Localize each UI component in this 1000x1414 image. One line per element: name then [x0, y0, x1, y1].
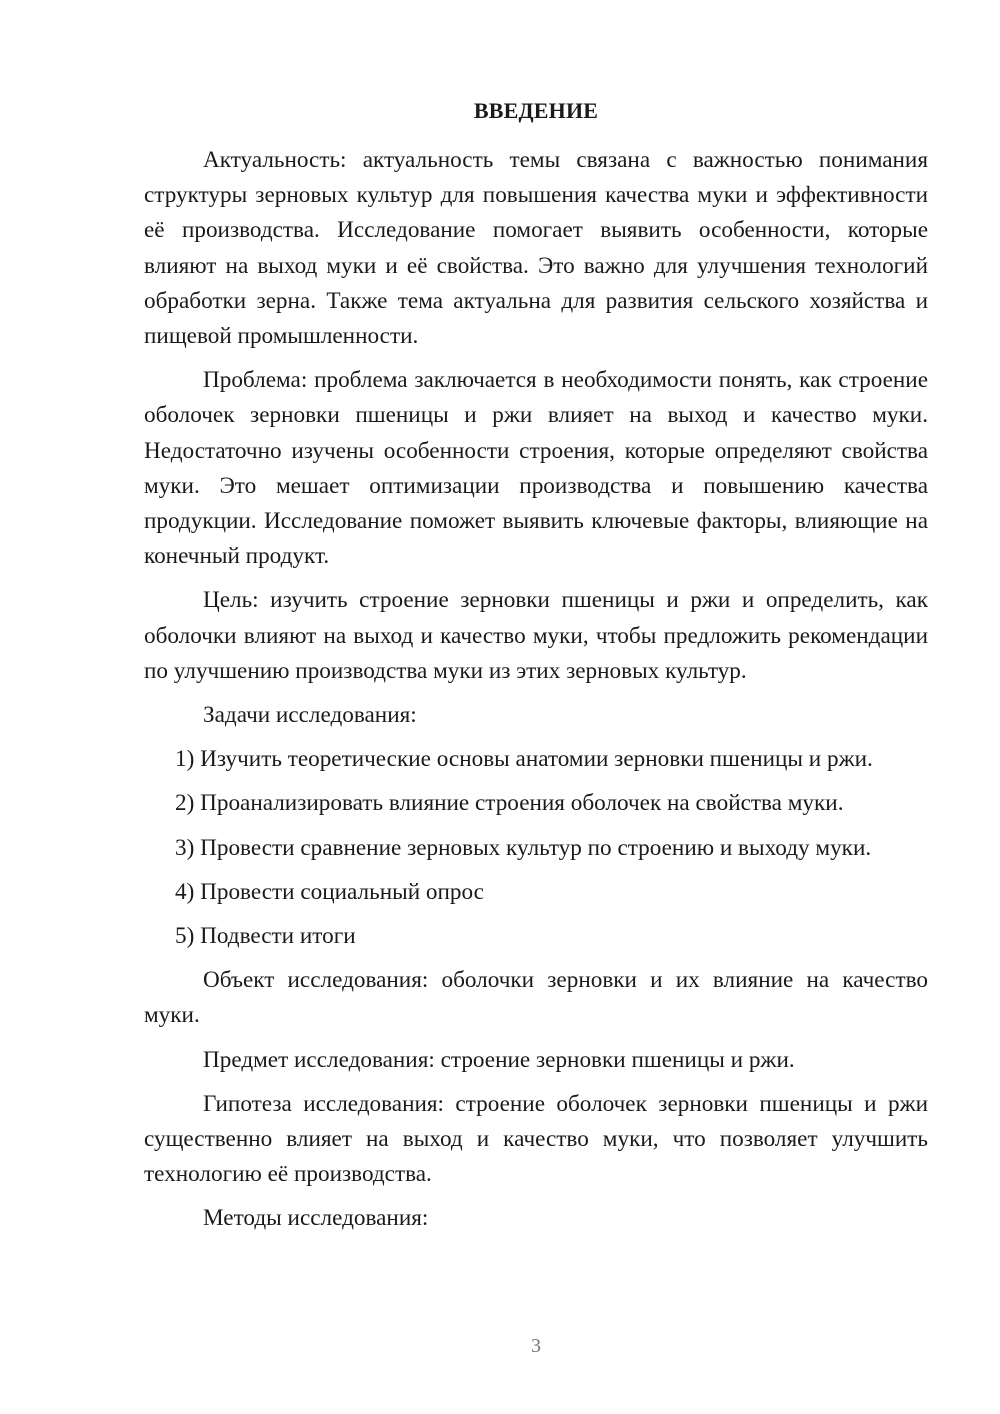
page-title: ВВЕДЕНИЕ [473, 98, 599, 123]
task-item-5: 5) Подвести итоги [175, 923, 356, 950]
paragraph-methods: Методы исследования: [203, 1205, 429, 1232]
paragraph-relevance: Актуальность: актуальность темы связана с важностью понимания структуры зерновых культур для повышения качества муки и эффективности её производства. Исследование помогает выявить особенности, которые влияют на выход муки и её свойства. Это важно для улучшения технологий обработки зерна. Также тема актуальна для развития сельского хозяйства и пищевой промышленности. [144, 147, 928, 350]
paragraph-goal: Цель: изучить строение зерновки пшеницы и ржи и определить, как оболочки влияют на выход и качество муки, чтобы предложить рекомендации по улучшению производства муки из этих зерновых культур. [144, 587, 928, 684]
page-number: 3 [531, 1335, 541, 1357]
paragraph-hypothesis: Гипотеза исследования: строение оболочек зерновки пшеницы и ржи существенно влияет на выход и качество муки, что позволяет улучшить технологию её производства. [144, 1090, 928, 1188]
paragraph-problem: Проблема: проблема заключается в необходимости понять, как строение оболочек зерновки пшеницы и ржи влияет на выход и качество муки. Недостаточно изучены особенности строения, которые определяют свойства муки. Это мешает оптимизации производства и повышению качества продукции. Исследование поможет выявить ключевые факторы, влияющие на конечный продукт. [144, 367, 928, 570]
paragraph-tasks-heading: Задачи исследования: [203, 702, 417, 729]
paragraph-object: Объект исследования: оболочки зерновки и их влияние на качество муки. [144, 967, 928, 1029]
task-item-2: 2) Проанализировать влияние строения оболочек на свойства муки. [175, 790, 844, 817]
task-item-1: 1) Изучить теоретические основы анатомии зерновки пшеницы и ржи. [175, 746, 873, 773]
paragraph-subject: Предмет исследования: строение зерновки пшеницы и ржи. [203, 1046, 795, 1073]
task-item-3: 3) Провести сравнение зерновых культур по строению и выходу муки. [175, 834, 872, 861]
task-item-4: 4) Провести социальный опрос [175, 878, 484, 905]
document-body [144, 143, 928, 1246]
document-page [144, 0, 928, 1414]
